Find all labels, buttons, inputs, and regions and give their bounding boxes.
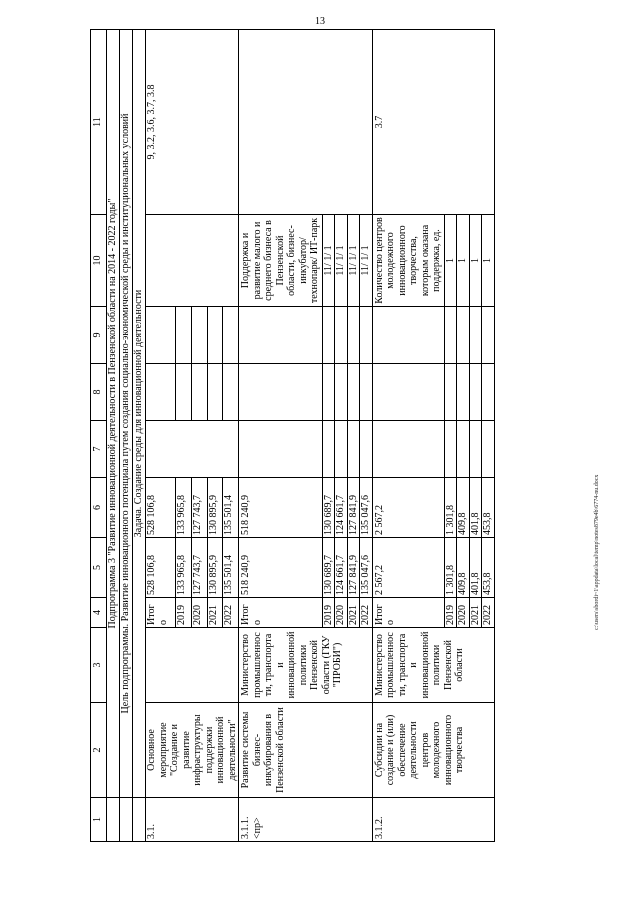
year-cell: 2022	[223, 598, 239, 628]
amount-cell: 130 895,9	[207, 538, 223, 598]
year-cell: 2020	[191, 598, 207, 628]
amount-cell: 409,8	[457, 478, 470, 538]
amount-cell: 127 743,7	[191, 538, 207, 598]
col-number-5: 5	[91, 538, 107, 598]
col-number-11: 11	[91, 30, 107, 215]
amount-cell: 133 965,8	[176, 478, 192, 538]
executor: Министерство промышленности, транспорта и инновационной политики Пензенской области (ГКУ "ПРОБИ")	[239, 628, 373, 703]
col-number-1: 1	[91, 798, 107, 842]
col-number-2: 2	[91, 703, 107, 798]
subprogram-task: Задача. Создание среды для инновационной деятельности	[133, 30, 146, 798]
year-cell: 2021	[347, 598, 360, 628]
subprogram-goal: Цель подпрограммы. Развитие инновационного потенциала путем создания социально-экономической среды и институциональных условий	[120, 30, 133, 798]
amount-cell: 135 501,4	[223, 538, 239, 598]
activity-name: Субсидии на создание и (или) обеспечение деятельности центров молодежного инновационного творчества	[372, 703, 494, 798]
amount-cell: 2 567,2	[372, 478, 444, 538]
col-number-10: 10	[91, 215, 107, 307]
indicator-value: 11/ 1/ 1	[347, 215, 360, 307]
indicator-refs: 3.7	[372, 30, 494, 215]
indicator-value: 1	[457, 215, 470, 307]
year-cell: 2020	[335, 598, 348, 628]
row-number: 3.1.1. <пр>	[239, 798, 373, 842]
activity-name: Основное мероприятие "Создание и развитие инфраструктуры поддержки инновационной деятельности"	[146, 703, 239, 798]
subprogram-title: Подпрограмма 3 "Развитие инновационной деятельности в Пензенской области на 2014 - 2022 годы"	[107, 30, 120, 798]
indicator-text: Поддержка и развитие малого и среднего бизнеса в Пензенской области, бизнес-инкубатор/ технопарк/ ИТ-парк	[239, 215, 323, 307]
year-cell: 2022	[360, 598, 373, 628]
amount-cell: 528 106,8	[146, 538, 176, 598]
col-number-4: 4	[91, 598, 107, 628]
amount-cell: 130 689,7	[322, 478, 335, 538]
amount-cell: 135 501,4	[223, 478, 239, 538]
row-number: 3.1.	[146, 798, 239, 842]
indicator-value: 11/ 1/ 1	[335, 215, 348, 307]
indicator-value: 1	[482, 215, 495, 307]
amount-cell: 127 841,9	[347, 538, 360, 598]
amount-cell: 1 301,8	[444, 538, 457, 598]
year-cell: 2020	[457, 598, 470, 628]
amount-cell: 518 240,9	[239, 538, 323, 598]
year-cell: 2022	[482, 598, 495, 628]
amount-cell: 453,8	[482, 478, 495, 538]
footer-file-path: c:\users\sbordi~1\appdata\local\temp\notes879e4b\6774-nu.docx	[594, 474, 600, 630]
year-cell: 2021	[207, 598, 223, 628]
amount-cell: 2 567,2	[372, 538, 444, 598]
amount-cell: 518 240,9	[239, 478, 323, 538]
col-number-8: 8	[91, 364, 107, 421]
amount-cell: 528 106,8	[146, 478, 176, 538]
amount-cell: 124 661,7	[335, 538, 348, 598]
amount-cell: 127 841,9	[347, 478, 360, 538]
executor: Министерство промышленности, транспорта и инновационной политики Пензенской области	[372, 628, 494, 703]
year-cell: 2019	[176, 598, 192, 628]
row-number: 3.1.2.	[372, 798, 494, 842]
col-number-3: 3	[91, 628, 107, 703]
indicator-refs: 9, 3.2, 3.6, 3.7, 3.8	[146, 30, 239, 215]
program-table	[90, 29, 495, 842]
amount-cell: 135 047,6	[360, 538, 373, 598]
amount-cell: 409,8	[457, 538, 470, 598]
amount-cell: 401,8	[469, 538, 482, 598]
indicator-value: 1	[444, 215, 457, 307]
amount-cell: 453,8	[482, 538, 495, 598]
year-cell: Итого	[146, 598, 176, 628]
col-number-6: 6	[91, 478, 107, 538]
col-number-7: 7	[91, 421, 107, 478]
activity-name: Развитие системы бизнес-инкубирования в Пензенской области	[239, 703, 373, 798]
indicator-text: Количество центров молодежного инновационного творчества, которым оказана поддержка, ед.	[372, 215, 444, 307]
amount-cell: 1 301,8	[444, 478, 457, 538]
indicator-value: 11/ 1/ 1	[360, 215, 373, 307]
indicator-value: 11/ 1/ 1	[322, 215, 335, 307]
year-cell: Итого	[372, 598, 444, 628]
rotated-table-area	[90, 30, 640, 842]
amount-cell: 124 661,7	[335, 478, 348, 538]
year-cell: 2019	[322, 598, 335, 628]
amount-cell: 130 689,7	[322, 538, 335, 598]
indicator-value: 1	[469, 215, 482, 307]
amount-cell: 127 743,7	[191, 478, 207, 538]
amount-cell: 133 965,8	[176, 538, 192, 598]
year-cell: 2019	[444, 598, 457, 628]
year-cell: 2021	[469, 598, 482, 628]
page-number: 13	[315, 16, 325, 27]
amount-cell: 130 895,9	[207, 478, 223, 538]
amount-cell: 135 047,6	[360, 478, 373, 538]
year-cell: Итого	[239, 598, 323, 628]
col-number-9: 9	[91, 307, 107, 364]
amount-cell: 401,8	[469, 478, 482, 538]
